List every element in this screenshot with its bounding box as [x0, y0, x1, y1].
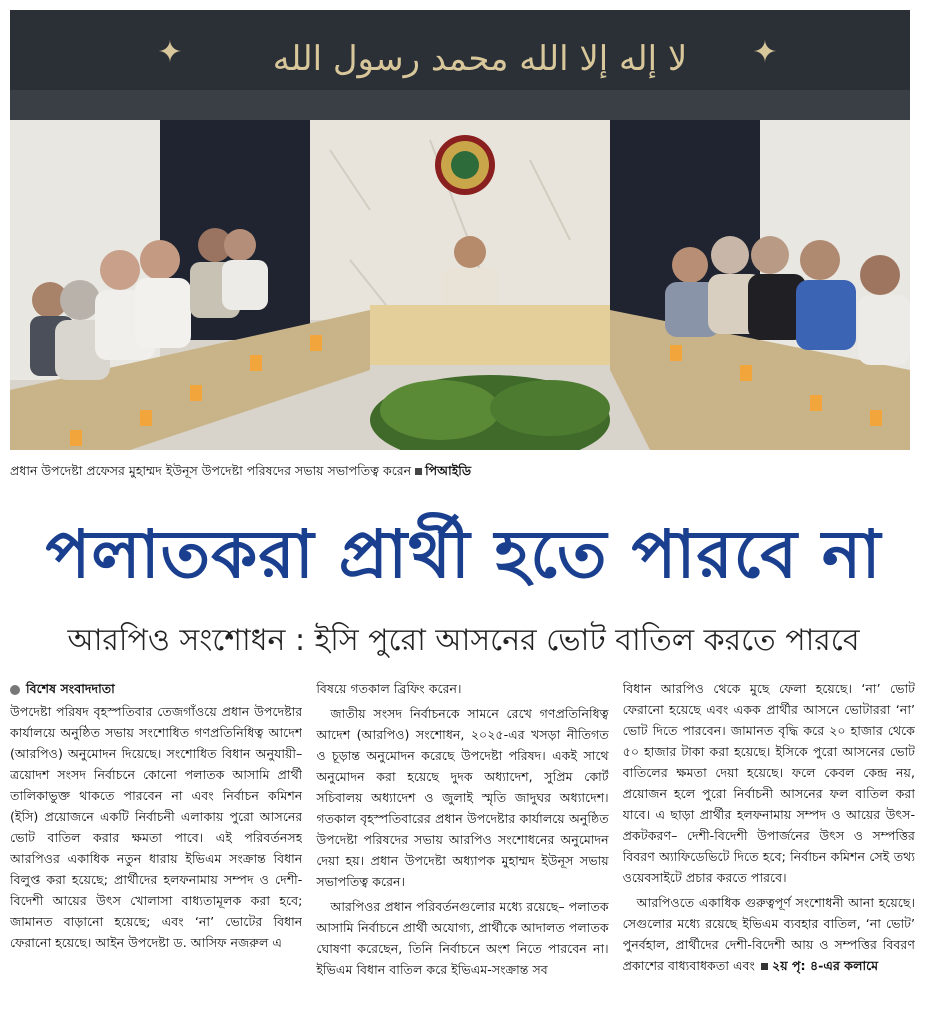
head-table — [370, 305, 610, 365]
photo-caption — [10, 463, 910, 479]
caption-text: প্রধান উপদেষ্টা প্রফেসর মুহাম্মদ ইউনূস উপদেষ্টা পরিষদের সভায় সভাপতিত্ব করেন — [10, 463, 412, 478]
paragraph-text: আরপিওতে একাধিক গুরুত্বপূর্ণ সংশোধনী আনা হয়েছে। সেগুলোর মধ্যে রয়েছে ইভিএম ব্যবহার বাতিল, ‘না ভোট’ পুনর্বহাল, প্রার্থীদের দেশী-বিদেশী আয় ও সম্পত্তির বিবরণ প্রকাশের বাধ্যবাধকতা এবং — [622, 895, 915, 973]
ornament-left: ✦ — [157, 35, 183, 70]
article-column-2 — [316, 678, 608, 1013]
square-bullet-icon — [415, 468, 422, 475]
byline — [10, 678, 302, 699]
wall-inscription: لا إله إلا الله محمد رسول الله — [272, 39, 688, 79]
headline: পলাতকরা প্রার্থী হতে পারবে না — [45, 516, 882, 593]
plant-decoration — [370, 375, 610, 450]
cabinet-meeting-photo — [10, 10, 910, 450]
paragraph: বিধান আরপিও থেকে মুছে ফেলা হয়েছে। ‘না’ ভোট ফেরানো হয়েছে এবং একক প্রার্থীর আসনে ভোটাররা ‘না’ ভোট দিতে পারবেন। জামানত বৃদ্ধি করে ২০ হাজার থেকে ৫০ হাজার টাকা করা হয়েছে। ইসিকে পুরো আসনের ভোট বাতিলের ক্ষমতা দেয়া হয়েছে। ফলে কেবল কেন্দ্র নয়, প্রয়োজন হলে পুরো নির্বাচনী আসনের ফল বাতিল করা যাবে। এ ছাড়া প্রার্থীর হলফনামায় সম্পদ ও আয়ের উৎস-প্রকটকরণ– দেশী-বিদেশী উপার্জনের উৎস ও সম্পত্তির বিবরণ অ্যাফিডেভিটে দিতে হবে; নির্বাচন কমিশন সেই তথ্য ওয়েবসাইটে প্রচার করতে পারবে। — [622, 681, 915, 885]
byline-text: বিশেষ সংবাদদাতা — [26, 681, 115, 696]
paragraph: উপদেষ্টা পরিষদ বৃহস্পতিবার তেজগাঁওয়ে প্রধান উপদেষ্টার কার্যালয়ে অনুষ্ঠিত সভায় সংশোধিত গণপ্রতিনিধিত্ব আদেশ (আরপিও) অনুমোদন দিয়েছে। সংশোধিত বিধান অনুযায়ী– ত্রয়োদশ সংসদ নির্বাচনে কোনো পলাতক আসামি প্রার্থী তালিকাভুক্ত থাকতে পারবেন না এবং নির্বাচন কমিশন (ইসি) প্রয়োজনে একটি নির্বাচনী এলাকায় পুরো আসনের ভোট বাতিল করার ক্ষমতা পাবে। এই পরিবর্তনসহ আরপিওর একাধিক নতুন ধারায় ইভিএম সংক্রান্ত বিধান বিলুপ্ত করা হয়েছে; প্রার্থীদের হলফনামায় সম্পদ ও দেশী-বিদেশী আয়ের উৎস খোলাসা বাধ্যতামূলক করা হবে; জামানত বাড়ানো হয়েছে; এবং ‘না’ ভোটের বিধান ফেরানো হয়েছে। আইন উপদেষ্টা ড. আসিফ নজরুল এ — [10, 704, 303, 950]
bangladesh-emblem-icon — [435, 135, 495, 195]
paragraph: বিষয়ে গতকাল ব্রিফিং করেন। — [316, 681, 462, 696]
news-photo — [10, 10, 910, 450]
article-body — [10, 678, 915, 1013]
article-column-3 — [623, 678, 915, 1013]
subheadline: আরপিও সংশোধন : ইসি পুরো আসনের ভোট বাতিল করতে পারবে — [67, 623, 860, 658]
continued-text[interactable]: ২য় পৃ: ৪-এর কলামে — [772, 958, 879, 973]
photo-credit: পিআইডি — [425, 463, 472, 478]
bullet-dot-icon — [10, 685, 20, 695]
square-bullet-icon — [761, 963, 768, 970]
paragraph — [623, 892, 915, 976]
continued-note[interactable] — [759, 958, 878, 973]
ornament-right: ✦ — [752, 35, 778, 70]
paragraph: আরপিওর প্রধান পরিবর্তনগুলোর মধ্যে রয়েছে– পলাতক আসামি নির্বাচনে প্রার্থী অযোগ্য, প্রার্থীকে আদালত পলাতক ঘোষণা করেছেন, তিনি নির্বাচনে অংশ নিতে পারবেন না। ইভিএম বিধান বাতিল করে ইভিএম-সংক্রান্ত সব — [316, 899, 609, 977]
paragraph: জাতীয় সংসদ নির্বাচনকে সামনে রেখে গণপ্রতিনিধিত্ব আদেশ (আরপিও) সংশোধন, ২০২৫-এর খসড়া নীতিগত ও চূড়ান্ত অনুমোদন করেছে উপদেষ্টা পরিষদ। একই সাথে অনুমোদন করা হয়েছে দুদক অধ্যাদেশ, সুপ্রিম কোর্ট সচিবালয় অধ্যাদেশ ও জুলাই স্মৃতি জাদুঘর অধ্যাদেশ। গতকাল বৃহস্পতিবারের প্রধান উপদেষ্টার কার্যালয়ে অনুষ্ঠিত উপদেষ্টা পরিষদের সভায় আরপিও সংশোধনের অনুমোদন দেয়া হয়। প্রধান উপদেষ্টা অধ্যাপক মুহাম্মদ ইউনূস সভায় সভাপতিত্ব করেন। — [316, 706, 609, 889]
article-column-1 — [10, 678, 302, 1013]
